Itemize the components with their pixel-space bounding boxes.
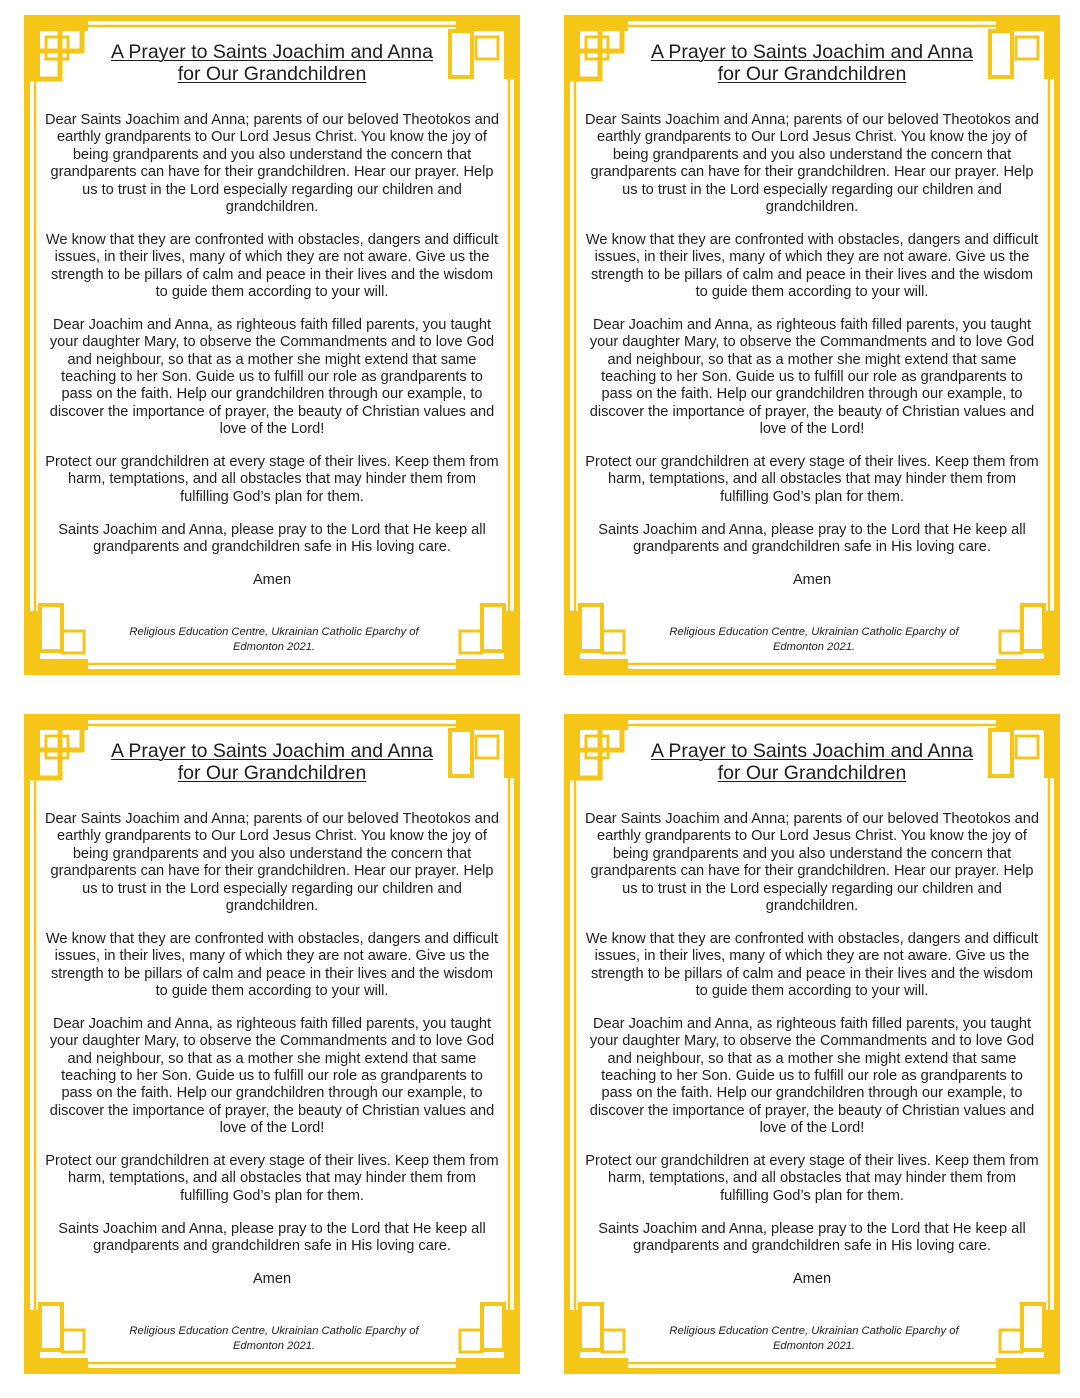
prayer-paragraph: Saints Joachim and Anna, please pray to the Lord that He keep all grandparents and grandchildren safe in His loving care. xyxy=(58,1220,486,1255)
prayer-paragraph: We know that they are confronted with obstacles, dangers and difficult issues, in their lives, many of which they are not aware. Give us the strength to be pillars of calm and peace in their lives and the wisdom to guide them according to your will. xyxy=(585,930,1039,1000)
prayer-paragraph: Dear Joachim and Anna, as righteous faith filled parents, you taught your daughter Mary, to observe the Commandments and to love God and neighbour, so that as a mother she might extend that same teaching to her Son. Guide us to fulfill our role as grandparents to pass on the faith. Help our grandchildren through our example, to discover the importance of prayer, the beauty of Christian values and love of the Lord! xyxy=(589,316,1035,438)
prayer-card xyxy=(24,15,520,675)
prayer-paragraph: Saints Joachim and Anna, please pray to the Lord that He keep all grandparents and grandchildren safe in His loving care. xyxy=(598,1220,1026,1255)
prayer-paragraph: Protect our grandchildren at every stage of their lives. Keep them from harm, temptations, and all obstacles that may hinder them from fulfilling God’s plan for them. xyxy=(585,454,1039,505)
prayer-paragraph: We know that they are confronted with obstacles, dangers and difficult issues, in their lives, many of which they are not aware. Give us the strength to be pillars of calm and peace in their lives and the wisdom to guide them according to your will. xyxy=(45,930,499,1000)
prayer-paragraph: Dear Saints Joachim and Anna; parents of our beloved Theotokos and earthly grandparents to Our Lord Jesus Christ. You know the joy of being grandparents and you also understand the concern that grandparents can have for their grandchildren. Hear our prayer. Help us to trust in the Lord especially regarding our children and grandchildren. xyxy=(584,811,1040,915)
title-line: for Our Grandchildren xyxy=(177,762,367,784)
card-content xyxy=(584,41,1040,589)
prayer-paragraph: Dear Joachim and Anna, as righteous faith filled parents, you taught your daughter Mary, to observe the Commandments and to love God and neighbour, so that as a mother she might extend that same teaching to her Son. Guide us to fulfill our role as grandparents to pass on the faith. Help our grandchildren through our example, to discover the importance of prayer, the beauty of Christian values and love of the Lord! xyxy=(49,316,495,438)
prayer-title xyxy=(584,740,1040,784)
title-line: for Our Grandchildren xyxy=(177,63,367,85)
title-line: for Our Grandchildren xyxy=(717,762,907,784)
prayer-card xyxy=(564,15,1060,675)
credit-line: Religious Education Centre, Ukrainian Catholic Eparchy of Edmonton 2021. xyxy=(129,626,419,653)
amen-text: Amen xyxy=(252,1270,292,1287)
prayer-paragraph: Dear Joachim and Anna, as righteous faith filled parents, you taught your daughter Mary, to observe the Commandments and to love God and neighbour, so that as a mother she might extend that same teaching to her Son. Guide us to fulfill our role as grandparents to pass on the faith. Help our grandchildren through our example, to discover the importance of prayer, the beauty of Christian values and love of the Lord! xyxy=(49,1015,495,1137)
title-line: A Prayer to Saints Joachim and Anna xyxy=(111,41,433,63)
prayer-title xyxy=(584,41,1040,85)
amen-text: Amen xyxy=(792,571,832,588)
prayer-title xyxy=(44,41,500,85)
prayer-card xyxy=(24,714,520,1374)
prayer-paragraph: Saints Joachim and Anna, please pray to the Lord that He keep all grandparents and grandchildren safe in His loving care. xyxy=(58,521,486,556)
amen-text: Amen xyxy=(792,1270,832,1287)
amen-text: Amen xyxy=(252,571,292,588)
title-line: for Our Grandchildren xyxy=(717,63,907,85)
prayer-paragraph: Dear Joachim and Anna, as righteous faith filled parents, you taught your daughter Mary, to observe the Commandments and to love God and neighbour, so that as a mother she might extend that same teaching to her Son. Guide us to fulfill our role as grandparents to pass on the faith. Help our grandchildren through our example, to discover the importance of prayer, the beauty of Christian values and love of the Lord! xyxy=(589,1015,1035,1137)
title-line: A Prayer to Saints Joachim and Anna xyxy=(651,740,973,762)
prayer-card xyxy=(564,714,1060,1374)
prayer-paragraph: Dear Saints Joachim and Anna; parents of our beloved Theotokos and earthly grandparents to Our Lord Jesus Christ. You know the joy of being grandparents and you also understand the concern that grandparents can have for their grandchildren. Hear our prayer. Help us to trust in the Lord especially regarding our children and grandchildren. xyxy=(44,112,500,216)
prayer-paragraph: Dear Saints Joachim and Anna; parents of our beloved Theotokos and earthly grandparents to Our Lord Jesus Christ. You know the joy of being grandparents and you also understand the concern that grandparents can have for their grandchildren. Hear our prayer. Help us to trust in the Lord especially regarding our children and grandchildren. xyxy=(44,811,500,915)
prayer-paragraph: We know that they are confronted with obstacles, dangers and difficult issues, in their lives, many of which they are not aware. Give us the strength to be pillars of calm and peace in their lives and the wisdom to guide them according to your will. xyxy=(585,231,1039,301)
prayer-paragraph: Protect our grandchildren at every stage of their lives. Keep them from harm, temptations, and all obstacles that may hinder them from fulfilling God’s plan for them. xyxy=(45,1153,499,1204)
prayer-title xyxy=(44,740,500,784)
credit-line: Religious Education Centre, Ukrainian Catholic Eparchy of Edmonton 2021. xyxy=(669,1325,959,1352)
credit-line: Religious Education Centre, Ukrainian Catholic Eparchy of Edmonton 2021. xyxy=(669,626,959,653)
credit-line: Religious Education Centre, Ukrainian Catholic Eparchy of Edmonton 2021. xyxy=(129,1325,419,1352)
title-line: A Prayer to Saints Joachim and Anna xyxy=(651,41,973,63)
card-content xyxy=(44,740,500,1288)
prayer-paragraph: Dear Saints Joachim and Anna; parents of our beloved Theotokos and earthly grandparents to Our Lord Jesus Christ. You know the joy of being grandparents and you also understand the concern that grandparents can have for their grandchildren. Hear our prayer. Help us to trust in the Lord especially regarding our children and grandchildren. xyxy=(584,112,1040,216)
card-content xyxy=(44,41,500,589)
prayer-paragraph: Protect our grandchildren at every stage of their lives. Keep them from harm, temptations, and all obstacles that may hinder them from fulfilling God’s plan for them. xyxy=(45,454,499,505)
prayer-paragraph: We know that they are confronted with obstacles, dangers and difficult issues, in their lives, many of which they are not aware. Give us the strength to be pillars of calm and peace in their lives and the wisdom to guide them according to your will. xyxy=(45,231,499,301)
card-content xyxy=(584,740,1040,1288)
title-line: A Prayer to Saints Joachim and Anna xyxy=(111,740,433,762)
prayer-paragraph: Saints Joachim and Anna, please pray to the Lord that He keep all grandparents and grandchildren safe in His loving care. xyxy=(598,521,1026,556)
prayer-paragraph: Protect our grandchildren at every stage of their lives. Keep them from harm, temptations, and all obstacles that may hinder them from fulfilling God’s plan for them. xyxy=(585,1153,1039,1204)
